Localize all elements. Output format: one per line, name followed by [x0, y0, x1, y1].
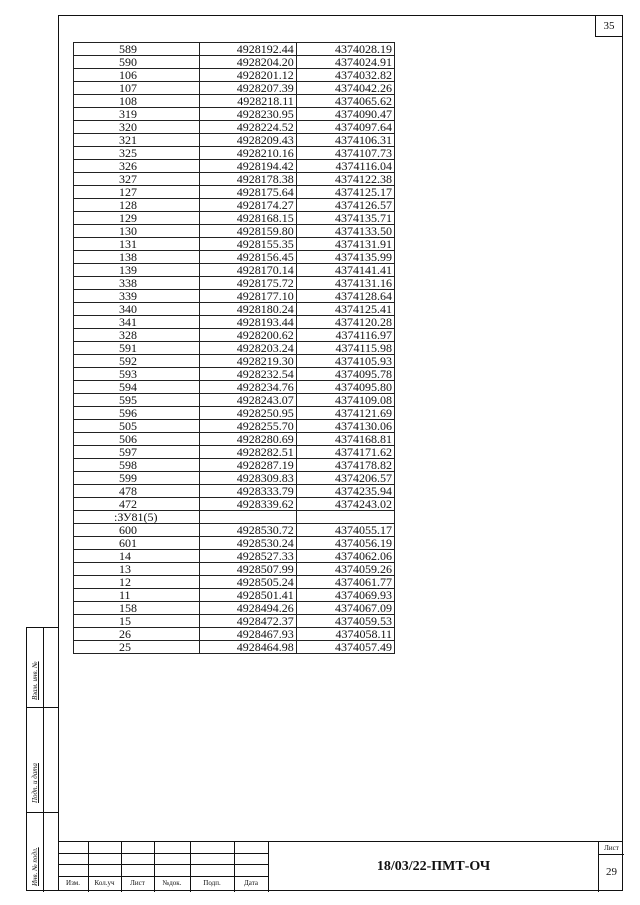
x-coordinate: 4928178.38 — [200, 173, 297, 186]
x-coordinate: 4928174.27 — [200, 199, 297, 212]
y-coordinate: 4374059.53 — [296, 615, 394, 628]
point-number: 590 — [74, 56, 200, 69]
table-row — [74, 524, 395, 537]
document-code: 18/03/22-ПМТ-ОЧ — [268, 842, 598, 892]
table-row — [74, 459, 395, 472]
x-coordinate: 4928180.24 — [200, 303, 297, 316]
point-number: 600 — [74, 524, 200, 537]
table-row — [74, 264, 395, 277]
point-number: 13 — [74, 563, 200, 576]
y-coordinate: 4374069.93 — [296, 589, 394, 602]
x-coordinate: 4928530.72 — [200, 524, 297, 537]
point-number: 139 — [74, 264, 200, 277]
x-coordinate: 4928464.98 — [200, 641, 297, 654]
point-number: :ЗУ81(5) — [74, 511, 200, 524]
point-number: 596 — [74, 407, 200, 420]
coordinates-table — [73, 42, 395, 654]
y-coordinate: 4374133.50 — [296, 225, 394, 238]
point-number: 15 — [74, 615, 200, 628]
sheet-box — [598, 842, 623, 892]
table-row — [74, 407, 395, 420]
y-coordinate: 4374061.77 — [296, 576, 394, 589]
point-number: 158 — [74, 602, 200, 615]
table-row — [74, 576, 395, 589]
y-coordinate: 4374055.17 — [296, 524, 394, 537]
y-coordinate: 4374057.49 — [296, 641, 394, 654]
x-coordinate: 4928505.24 — [200, 576, 297, 589]
table-row — [74, 602, 395, 615]
table-row — [74, 316, 395, 329]
point-number: 108 — [74, 95, 200, 108]
y-coordinate: 4374126.57 — [296, 199, 394, 212]
table-row — [74, 238, 395, 251]
table-row — [74, 251, 395, 264]
x-coordinate: 4928177.10 — [200, 290, 297, 303]
y-coordinate: 4374065.62 — [296, 95, 394, 108]
x-coordinate: 4928494.26 — [200, 602, 297, 615]
y-coordinate: 4374109.08 — [296, 394, 394, 407]
point-number: 128 — [74, 199, 200, 212]
col-data: Дата — [244, 879, 258, 887]
x-coordinate: 4928175.72 — [200, 277, 297, 290]
point-number: 14 — [74, 550, 200, 563]
table-row — [74, 537, 395, 550]
y-coordinate: 4374024.91 — [296, 56, 394, 69]
y-coordinate: 4374131.16 — [296, 277, 394, 290]
x-coordinate: 4928203.24 — [200, 342, 297, 355]
point-number: 594 — [74, 381, 200, 394]
point-number: 11 — [74, 589, 200, 602]
x-coordinate: 4928339.62 — [200, 498, 297, 511]
y-coordinate: 4374058.11 — [296, 628, 394, 641]
y-coordinate: 4374206.57 — [296, 472, 394, 485]
table-row — [74, 368, 395, 381]
x-coordinate: 4928218.11 — [200, 95, 297, 108]
y-coordinate: 4374130.06 — [296, 420, 394, 433]
y-coordinate: 4374171.62 — [296, 446, 394, 459]
sheet-label: Лист — [599, 844, 624, 855]
y-coordinate: 4374141.41 — [296, 264, 394, 277]
table-row — [74, 303, 395, 316]
point-number: 472 — [74, 498, 200, 511]
table-row — [74, 550, 395, 563]
point-number: 25 — [74, 641, 200, 654]
table-row — [74, 277, 395, 290]
y-coordinate: 4374042.26 — [296, 82, 394, 95]
side-stamp-strip — [26, 627, 58, 891]
y-coordinate: 4374122.38 — [296, 173, 394, 186]
x-coordinate: 4928219.30 — [200, 355, 297, 368]
y-coordinate: 4374067.09 — [296, 602, 394, 615]
sheet-number: 29 — [606, 866, 617, 878]
y-coordinate: 4374125.17 — [296, 186, 394, 199]
point-number: 131 — [74, 238, 200, 251]
table-row — [74, 329, 395, 342]
point-number: 106 — [74, 69, 200, 82]
y-coordinate: 4374028.19 — [296, 43, 394, 56]
y-coordinate: 4374121.69 — [296, 407, 394, 420]
x-coordinate: 4928194.42 — [200, 160, 297, 173]
title-block — [58, 841, 623, 891]
x-coordinate: 4928243.07 — [200, 394, 297, 407]
y-coordinate — [296, 511, 394, 524]
point-number: 340 — [74, 303, 200, 316]
table-row — [74, 186, 395, 199]
table-row — [74, 433, 395, 446]
y-coordinate: 4374090.47 — [296, 108, 394, 121]
y-coordinate: 4374097.64 — [296, 121, 394, 134]
table-row — [74, 628, 395, 641]
y-coordinate: 4374243.02 — [296, 498, 394, 511]
x-coordinate: 4928201.12 — [200, 69, 297, 82]
y-coordinate: 4374235.94 — [296, 485, 394, 498]
point-number: 592 — [74, 355, 200, 368]
y-coordinate: 4374131.91 — [296, 238, 394, 251]
point-number: 595 — [74, 394, 200, 407]
x-coordinate: 4928155.35 — [200, 238, 297, 251]
col-podp: Подп. — [203, 879, 221, 887]
table-row — [74, 134, 395, 147]
point-number: 321 — [74, 134, 200, 147]
table-row — [74, 511, 395, 524]
point-number: 320 — [74, 121, 200, 134]
table-row — [74, 56, 395, 69]
y-coordinate: 4374120.28 — [296, 316, 394, 329]
point-number: 478 — [74, 485, 200, 498]
point-number: 599 — [74, 472, 200, 485]
x-coordinate: 4928282.51 — [200, 446, 297, 459]
point-number: 601 — [74, 537, 200, 550]
point-number: 598 — [74, 459, 200, 472]
x-coordinate: 4928280.69 — [200, 433, 297, 446]
table-row — [74, 394, 395, 407]
table-row — [74, 563, 395, 576]
point-number: 327 — [74, 173, 200, 186]
table-row — [74, 95, 395, 108]
table-row — [74, 212, 395, 225]
y-coordinate: 4374135.71 — [296, 212, 394, 225]
x-coordinate: 4928224.52 — [200, 121, 297, 134]
col-list: Лист — [130, 879, 145, 887]
x-coordinate: 4928156.45 — [200, 251, 297, 264]
x-coordinate: 4928232.54 — [200, 368, 297, 381]
y-coordinate: 4374125.41 — [296, 303, 394, 316]
table-row — [74, 485, 395, 498]
point-number: 589 — [74, 43, 200, 56]
table-row — [74, 381, 395, 394]
x-coordinate: 4928333.79 — [200, 485, 297, 498]
x-coordinate: 4928193.44 — [200, 316, 297, 329]
x-coordinate: 4928287.19 — [200, 459, 297, 472]
y-coordinate: 4374095.78 — [296, 368, 394, 381]
point-number: 26 — [74, 628, 200, 641]
table-row — [74, 615, 395, 628]
x-coordinate: 4928501.41 — [200, 589, 297, 602]
y-coordinate: 4374056.19 — [296, 537, 394, 550]
col-ndok: №док. — [162, 879, 182, 887]
point-number: 339 — [74, 290, 200, 303]
vzam-inv-label: Взам. инв. № — [31, 661, 39, 700]
x-coordinate: 4928170.14 — [200, 264, 297, 277]
x-coordinate: 4928530.24 — [200, 537, 297, 550]
point-number: 597 — [74, 446, 200, 459]
y-coordinate: 4374095.80 — [296, 381, 394, 394]
point-number: 138 — [74, 251, 200, 264]
col-kol-uch: Кол.уч — [94, 879, 115, 887]
table-row — [74, 446, 395, 459]
point-number: 129 — [74, 212, 200, 225]
y-coordinate: 4374116.04 — [296, 160, 394, 173]
point-number: 319 — [74, 108, 200, 121]
sheet-number-top: 35 — [595, 15, 623, 37]
x-coordinate: 4928527.33 — [200, 550, 297, 563]
x-coordinate: 4928159.80 — [200, 225, 297, 238]
table-row — [74, 147, 395, 160]
x-coordinate — [200, 511, 297, 524]
x-coordinate: 4928204.20 — [200, 56, 297, 69]
table-row — [74, 641, 395, 654]
x-coordinate: 4928192.44 — [200, 43, 297, 56]
x-coordinate: 4928507.99 — [200, 563, 297, 576]
x-coordinate: 4928309.83 — [200, 472, 297, 485]
point-number: 12 — [74, 576, 200, 589]
point-number: 505 — [74, 420, 200, 433]
y-coordinate: 4374106.31 — [296, 134, 394, 147]
point-number: 325 — [74, 147, 200, 160]
point-number: 328 — [74, 329, 200, 342]
x-coordinate: 4928255.70 — [200, 420, 297, 433]
table-row — [74, 342, 395, 355]
table-row — [74, 355, 395, 368]
point-number: 593 — [74, 368, 200, 381]
y-coordinate: 4374115.98 — [296, 342, 394, 355]
inv-podl-label: Инв. № подл. — [31, 847, 39, 886]
x-coordinate: 4928207.39 — [200, 82, 297, 95]
point-number: 107 — [74, 82, 200, 95]
revision-grid — [58, 842, 268, 892]
y-coordinate: 4374135.99 — [296, 251, 394, 264]
x-coordinate: 4928175.64 — [200, 186, 297, 199]
table-row — [74, 173, 395, 186]
x-coordinate: 4928200.62 — [200, 329, 297, 342]
table-row — [74, 121, 395, 134]
table-row — [74, 82, 395, 95]
table-row — [74, 108, 395, 121]
point-number: 127 — [74, 186, 200, 199]
table-row — [74, 472, 395, 485]
table-row — [74, 225, 395, 238]
x-coordinate: 4928472.37 — [200, 615, 297, 628]
x-coordinate: 4928230.95 — [200, 108, 297, 121]
table-row — [74, 69, 395, 82]
y-coordinate: 4374178.82 — [296, 459, 394, 472]
x-coordinate: 4928467.93 — [200, 628, 297, 641]
x-coordinate: 4928210.16 — [200, 147, 297, 160]
x-coordinate: 4928209.43 — [200, 134, 297, 147]
table-row — [74, 160, 395, 173]
y-coordinate: 4374105.93 — [296, 355, 394, 368]
point-number: 130 — [74, 225, 200, 238]
podp-data-label: Подп. и дата — [31, 763, 39, 803]
y-coordinate: 4374128.64 — [296, 290, 394, 303]
col-izm: Изм. — [66, 879, 80, 887]
y-coordinate: 4374168.81 — [296, 433, 394, 446]
point-number: 326 — [74, 160, 200, 173]
table-row — [74, 43, 395, 56]
x-coordinate: 4928250.95 — [200, 407, 297, 420]
point-number: 591 — [74, 342, 200, 355]
y-coordinate: 4374116.97 — [296, 329, 394, 342]
table-row — [74, 290, 395, 303]
table-row — [74, 589, 395, 602]
y-coordinate: 4374032.82 — [296, 69, 394, 82]
table-row — [74, 420, 395, 433]
table-row — [74, 199, 395, 212]
x-coordinate: 4928168.15 — [200, 212, 297, 225]
point-number: 341 — [74, 316, 200, 329]
table-row — [74, 498, 395, 511]
y-coordinate: 4374062.06 — [296, 550, 394, 563]
y-coordinate: 4374059.26 — [296, 563, 394, 576]
point-number: 506 — [74, 433, 200, 446]
x-coordinate: 4928234.76 — [200, 381, 297, 394]
point-number: 338 — [74, 277, 200, 290]
y-coordinate: 4374107.73 — [296, 147, 394, 160]
